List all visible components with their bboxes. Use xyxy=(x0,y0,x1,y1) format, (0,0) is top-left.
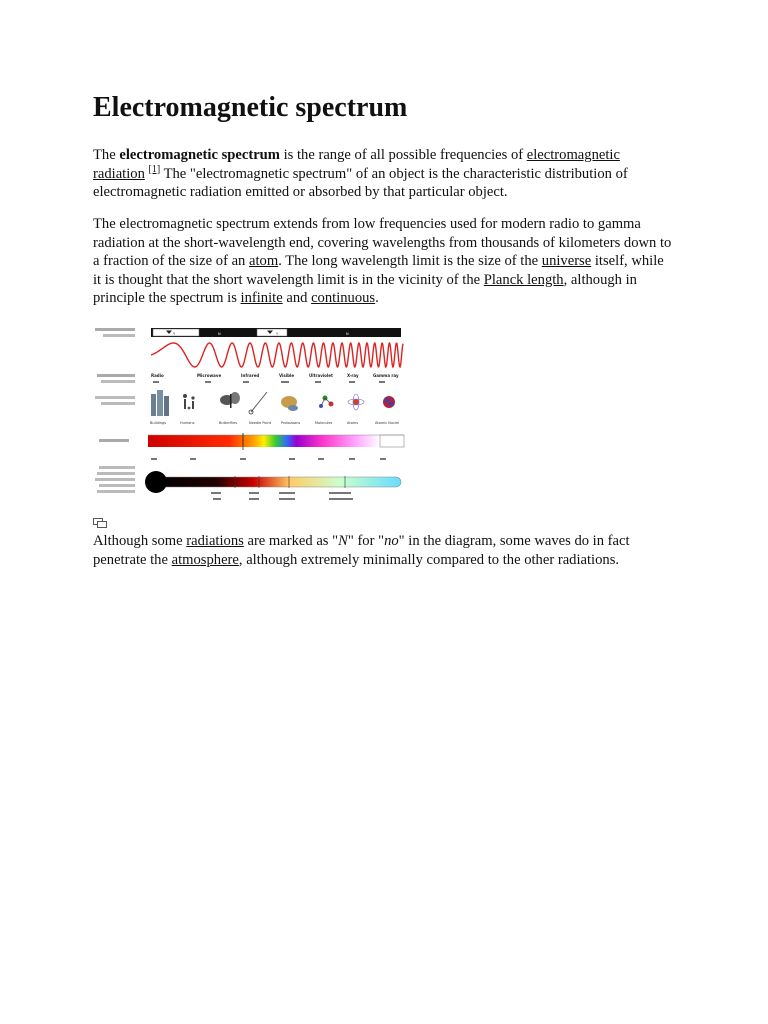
frequency-bar xyxy=(148,433,404,460)
penetration-mark: N xyxy=(346,332,349,336)
band-label-radio: Radio xyxy=(151,373,164,378)
scale-illustrations xyxy=(151,390,395,416)
scale-label: Needle Point xyxy=(249,421,272,425)
band-label-gamma: Gamma ray xyxy=(373,373,399,378)
text: . The long wavelength limit is the size of the xyxy=(278,253,542,270)
enlarge-icon[interactable] xyxy=(93,518,107,528)
bold-term: electromagnetic spectrum xyxy=(119,147,280,163)
scale-label: Humans xyxy=(180,421,195,425)
scale-label: Protozoans xyxy=(281,421,301,425)
text: . xyxy=(375,290,379,307)
link-universe[interactable]: universe xyxy=(541,253,592,270)
row-labels xyxy=(95,328,135,493)
wave-curve xyxy=(151,343,403,367)
link-atom[interactable]: atom xyxy=(249,253,279,270)
text: and xyxy=(282,290,312,307)
text: are marked as " xyxy=(243,533,339,549)
scale-label: Molecules xyxy=(315,421,333,425)
page-title: Electromagnetic spectrum xyxy=(93,92,408,123)
text: The electromagnetic spectrum extends from low frequencies used for modern radio to gamma radiation at the short-wavelength end, covering wavelengths from thousands of kilometers down to a fraction of the size of an xyxy=(93,216,672,270)
link-electromagnetic-radiation[interactable]: electromagnetic radiation xyxy=(93,147,620,182)
italic-no: no xyxy=(384,533,399,549)
intro-paragraph xyxy=(93,146,673,202)
temperature-bar xyxy=(145,471,401,500)
link-radiations[interactable]: radiations xyxy=(186,533,244,549)
link-atmosphere[interactable]: atmosphere xyxy=(171,551,239,568)
text: " in the diagram, some waves do in fact penetrate the xyxy=(93,533,630,568)
text: itself, while it is thought that the short wavelength limit is in the vicinity of the xyxy=(93,253,664,288)
nucleus-icon xyxy=(383,396,395,408)
scale-label: Atomic Nuclei xyxy=(375,421,400,425)
protozoan-icon xyxy=(281,396,298,411)
band-label-visible: Visible xyxy=(279,373,295,378)
buildings-icon xyxy=(151,390,169,416)
humans-icon xyxy=(183,394,195,409)
butterfly-icon xyxy=(220,392,240,408)
scale-label: Buildings xyxy=(150,421,167,425)
text: The "electromagnetic spectrum" of an object is the characteristic distribution of electromagnetic radiation emitted or absorbed by that particular object. xyxy=(93,165,628,201)
scale-label: Atoms xyxy=(347,421,359,425)
band-labels xyxy=(151,373,399,383)
note-paragraph xyxy=(93,532,673,569)
range-paragraph xyxy=(93,215,673,308)
italic-n: N xyxy=(338,533,348,549)
link-infinite[interactable]: infinite xyxy=(240,290,283,307)
needle-icon xyxy=(249,392,267,414)
scale-labels xyxy=(150,421,399,425)
molecule-icon xyxy=(319,396,334,409)
atmosphere-penetration-bar xyxy=(151,328,401,337)
penetration-mark: Y xyxy=(173,332,176,336)
text: , although in principle the spectrum is xyxy=(93,271,637,307)
spectrum-diagram[interactable] xyxy=(93,322,413,512)
link-planck-length[interactable]: Planck length xyxy=(483,271,564,288)
link-continuous[interactable]: continuous xyxy=(311,290,376,307)
text: Although some xyxy=(93,533,187,549)
atom-icon xyxy=(348,394,364,410)
band-label-xray: X-ray xyxy=(347,373,359,378)
penetration-mark: Y xyxy=(276,332,279,336)
text: " for " xyxy=(347,533,385,549)
text: is the range of all possible frequencies of xyxy=(279,147,527,163)
band-label-microwave: Microwave xyxy=(197,373,222,378)
scale-label: Butterflies xyxy=(219,421,238,425)
band-label-ultraviolet: Ultraviolet xyxy=(309,373,333,378)
penetration-mark: N xyxy=(218,332,221,336)
text: The xyxy=(93,147,120,163)
text: , although extremely minimally compared to the other radiations. xyxy=(238,551,620,568)
reference-1-link[interactable]: [1] xyxy=(148,163,161,175)
band-label-infrared: Infrared xyxy=(241,373,260,378)
